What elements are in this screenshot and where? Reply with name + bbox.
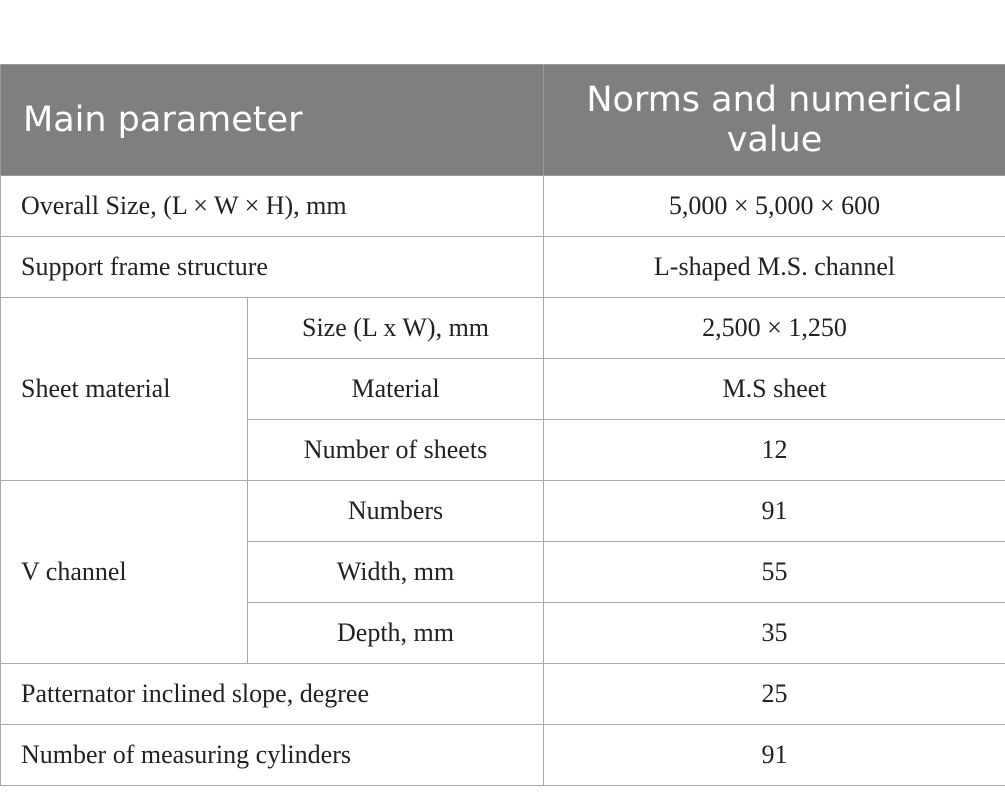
header-norms-value: Norms and numerical value <box>544 65 1005 176</box>
sub-label-v-depth: Depth, mm <box>248 603 544 664</box>
sub-value-sheet-material: M.S sheet <box>544 359 1005 420</box>
header-main-parameter: Main parameter <box>1 65 544 176</box>
sub-label-v-numbers: Numbers <box>248 481 544 542</box>
header-row <box>1 65 1005 176</box>
row-label-overall-size: Overall Size, (L × W × H), mm <box>1 176 544 237</box>
table-row <box>1 481 1005 542</box>
sub-label-sheet-size: Size (L x W), mm <box>248 298 544 359</box>
table-row <box>1 298 1005 359</box>
table-body <box>1 176 1005 786</box>
row-value-slope: 25 <box>544 664 1005 725</box>
sub-value-number-of-sheets: 12 <box>544 420 1005 481</box>
parameters-table <box>0 64 1005 786</box>
table-row <box>1 176 1005 237</box>
row-value-support-frame: L-shaped M.S. channel <box>544 237 1005 298</box>
row-label-cylinders: Number of measuring cylinders <box>1 725 544 786</box>
group-label-sheet-material: Sheet material <box>1 298 248 481</box>
row-value-overall-size: 5,000 × 5,000 × 600 <box>544 176 1005 237</box>
group-label-v-channel: V channel <box>1 481 248 664</box>
table-row <box>1 664 1005 725</box>
sub-value-sheet-size: 2,500 × 1,250 <box>544 298 1005 359</box>
sub-value-v-width: 55 <box>544 542 1005 603</box>
sub-label-sheet-material: Material <box>248 359 544 420</box>
row-label-slope: Patternator inclined slope, degree <box>1 664 544 725</box>
table-row <box>1 725 1005 786</box>
row-value-cylinders: 91 <box>544 725 1005 786</box>
sub-value-v-depth: 35 <box>544 603 1005 664</box>
row-label-support-frame: Support frame structure <box>1 237 544 298</box>
sub-label-v-width: Width, mm <box>248 542 544 603</box>
table-header <box>1 65 1005 176</box>
sub-label-number-of-sheets: Number of sheets <box>248 420 544 481</box>
sub-value-v-numbers: 91 <box>544 481 1005 542</box>
table-row <box>1 237 1005 298</box>
